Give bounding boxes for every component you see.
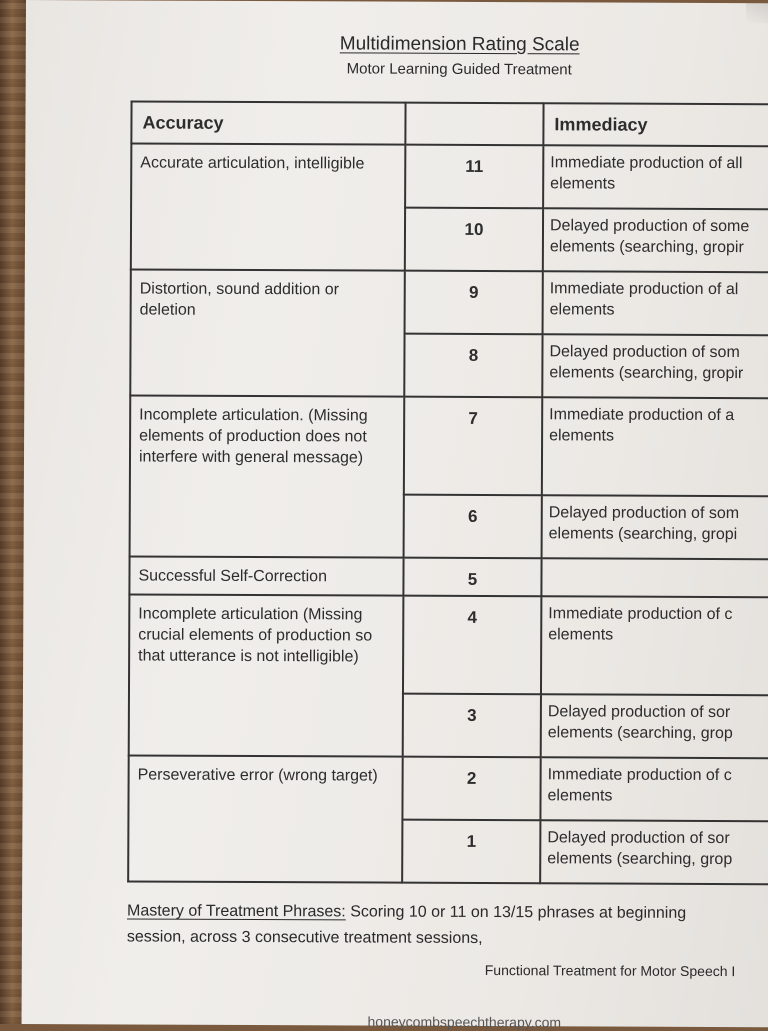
immediacy-line: Delayed production of sor (547, 829, 730, 848)
immediacy-line: elements (547, 787, 613, 805)
score-cell: 1 (402, 820, 540, 884)
accuracy-cell: Perseverative error (wrong target) (128, 755, 403, 882)
immediacy-cell (543, 208, 768, 272)
immediacy-line: Immediate production of al (549, 280, 739, 299)
immediacy-cell (540, 820, 768, 884)
score-cell: 11 (405, 145, 543, 209)
immediacy-line: elements (549, 301, 615, 319)
immediacy-cell (542, 495, 768, 559)
immediacy-line: elements (549, 427, 615, 445)
immediacy-line: Immediate production of a (549, 406, 735, 425)
immediacy-cell (542, 334, 768, 398)
table-row (128, 755, 768, 821)
footer-source-text: Functional Treatment for Motor Speech I (484, 962, 736, 980)
table-row (131, 269, 768, 335)
immediacy-cell (541, 694, 768, 758)
score-cell: 8 (404, 334, 542, 398)
immediacy-line: Immediate production of c (547, 766, 732, 785)
accuracy-cell: Accurate articulation, intelligible (131, 143, 406, 270)
paper-sheet (22, 0, 768, 1031)
score-cell: 7 (404, 397, 542, 496)
immediacy-line: elements (searching, grop (547, 850, 733, 869)
immediacy-line: elements (searching, gropi (548, 525, 738, 544)
accuracy-cell: Incomplete articulation. (Missing elements of production does not interfere with general message) (130, 395, 405, 557)
score-cell: 2 (402, 757, 540, 821)
immediacy-line: Immediate production of all (550, 154, 743, 173)
mastery-label: Mastery of Treatment Phrases: (126, 902, 346, 921)
immediacy-header: Immediacy (543, 103, 768, 146)
score-cell: 3 (403, 694, 541, 758)
mastery-criteria (127, 898, 768, 953)
mastery-text-1: Scoring 10 or 11 on 13/15 phrases at beginning (345, 903, 687, 922)
immediacy-cell (540, 757, 768, 821)
immediacy-line: Delayed production of some (549, 217, 750, 236)
mastery-line-2: session, across 3 consecutive treatment sessions, (126, 928, 483, 948)
immediacy-line: elements (searching, grop (547, 724, 733, 743)
accuracy-header: Accuracy (131, 101, 405, 144)
table-row (129, 594, 768, 695)
immediacy-line: Delayed production of som (548, 504, 740, 523)
immediacy-cell (541, 558, 768, 597)
footer-website: honeycombspeechtherapy.com (367, 1013, 562, 1031)
immediacy-line (549, 565, 768, 566)
immediacy-line: elements (searching, gropir (549, 238, 744, 257)
score-cell: 4 (403, 596, 541, 695)
score-header (405, 103, 543, 146)
immediacy-cell (541, 596, 768, 695)
document-subtitle: Motor Learning Guided Treatment (346, 60, 572, 79)
score-cell: 6 (404, 495, 542, 559)
document-title: Multidimension Rating Scale (339, 33, 580, 56)
accuracy-cell: Successful Self-Correction (129, 556, 403, 595)
immediacy-cell (543, 145, 768, 209)
mastery-line-1 (127, 898, 768, 927)
score-cell: 10 (405, 208, 543, 272)
immediacy-line: Delayed production of som (549, 343, 740, 362)
accuracy-cell: Distortion, sound addition or deletion (130, 269, 405, 396)
immediacy-cell (543, 271, 768, 335)
immediacy-line: Delayed production of sor (547, 703, 731, 722)
rating-scale-table-container (127, 100, 768, 869)
immediacy-line: elements (searching, gropir (549, 364, 744, 383)
table-row (131, 143, 768, 209)
table-header-row (131, 101, 768, 146)
paper-corner-shadow (746, 3, 768, 23)
immediacy-line: Immediate production of c (548, 605, 733, 624)
immediacy-cell (542, 397, 768, 496)
immediacy-line: elements (548, 626, 614, 644)
immediacy-line: elements (550, 175, 616, 193)
rating-scale-table (127, 100, 768, 885)
score-cell: 5 (403, 558, 541, 597)
table-row (130, 395, 768, 496)
accuracy-cell: Incomplete articulation (Missing crucial elements of production so that utterance is not intelligible) (129, 594, 404, 756)
table-row (129, 556, 768, 597)
score-cell: 9 (405, 271, 543, 335)
